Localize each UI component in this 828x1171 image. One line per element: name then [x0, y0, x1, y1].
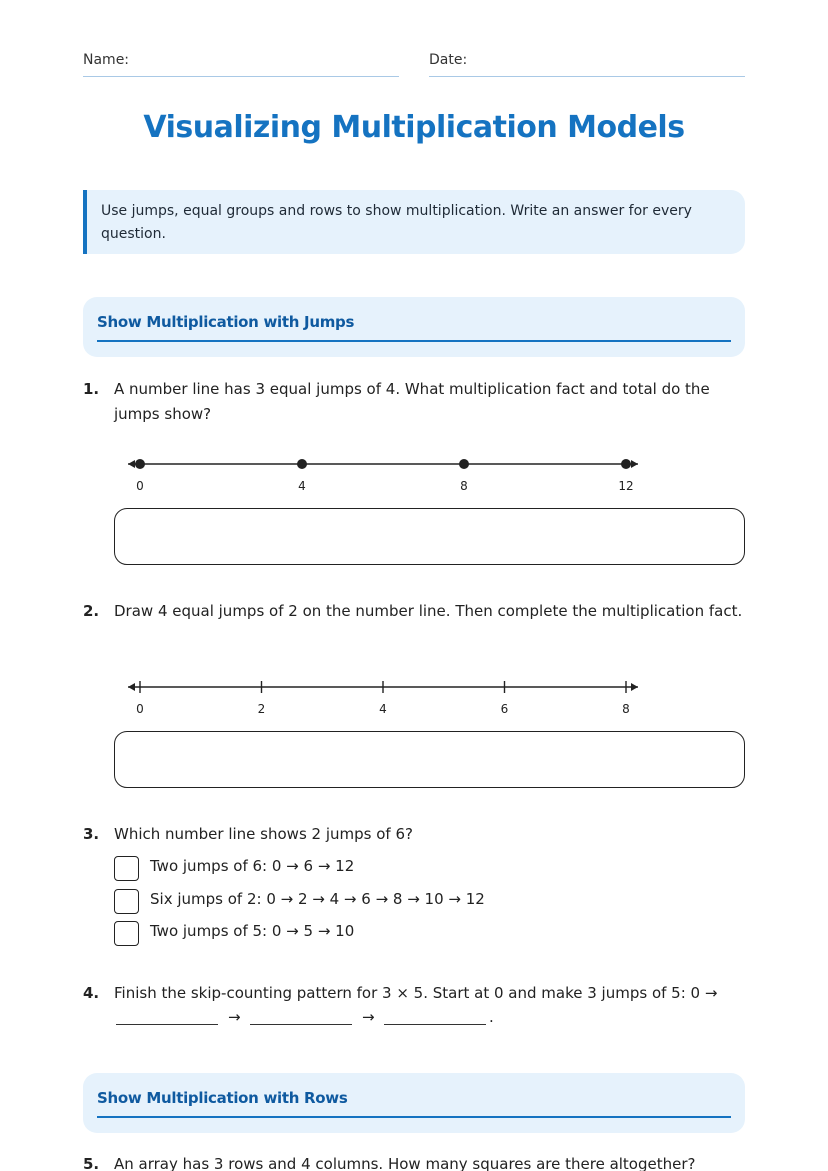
name-label: Name:: [83, 52, 130, 68]
number-line-point: [135, 459, 145, 469]
checkbox[interactable]: [114, 856, 139, 881]
tick-label: 6: [500, 702, 509, 716]
number-line-1-svg: [120, 456, 650, 500]
section-title: Show Multiplication with Jumps: [97, 313, 355, 331]
arrow-left-icon: [128, 460, 135, 468]
number-line-2: [120, 679, 650, 723]
number-line-1: [120, 456, 650, 500]
section-rule: [97, 340, 731, 342]
arrow-right-icon: [631, 460, 638, 468]
question-number: 2.: [83, 602, 100, 620]
arrow-icon: →: [362, 1008, 375, 1026]
checkbox[interactable]: [114, 921, 139, 946]
number-line-point: [297, 459, 307, 469]
answer-blank-1[interactable]: [116, 1024, 218, 1025]
section-rule: [97, 1116, 731, 1118]
arrow-left-icon: [128, 683, 135, 691]
tick-label: 8: [622, 702, 630, 716]
date-field[interactable]: [429, 52, 745, 77]
question-1: [83, 377, 745, 427]
tick-label: 12: [618, 479, 634, 493]
question-text: Finish the skip-counting pattern for 3 × 5. Start at 0 and make 3 jumps of 5: 0 →: [114, 984, 718, 1002]
answer-box-1[interactable]: [114, 508, 745, 565]
instructions-callout: [83, 190, 745, 254]
question-number: 5.: [83, 1155, 100, 1171]
section-header-rows: [83, 1073, 745, 1133]
checkbox[interactable]: [114, 889, 139, 914]
answer-box-2[interactable]: [114, 731, 745, 788]
tick-label: 4: [379, 702, 387, 716]
instructions-text: Use jumps, equal groups and rows to show multiplication. Write an answer for every question.: [101, 203, 692, 242]
answer-blank-2[interactable]: [250, 1024, 352, 1025]
tick-label: 4: [298, 479, 306, 493]
number-line-2-svg[interactable]: [120, 679, 650, 723]
name-date-row: [83, 52, 745, 78]
question-text: Which number line shows 2 jumps of 6?: [114, 825, 413, 843]
question-text: Draw 4 equal jumps of 2 on the number line. Then complete the multiplication fact.: [114, 602, 743, 620]
question-number: 3.: [83, 825, 100, 843]
tick-label: 2: [257, 702, 266, 716]
date-label: Date:: [429, 52, 468, 68]
question-5: [83, 1152, 745, 1171]
question-3: [83, 822, 745, 847]
choice-text: Two jumps of 5: 0 → 5 → 10: [150, 922, 355, 940]
tick-label: 0: [136, 702, 144, 716]
page-title: Visualizing Multiplication Models: [143, 110, 685, 145]
tick-label: 0: [136, 479, 144, 493]
choice-text: Six jumps of 2: 0 → 2 → 4 → 6 → 8 → 10 → 12: [150, 890, 485, 908]
tick-label: 8: [460, 479, 468, 493]
question-text: An array has 3 rows and 4 columns. How many squares are there altogether?: [114, 1155, 696, 1171]
name-field[interactable]: [83, 52, 399, 77]
arrow-icon: →: [228, 1008, 241, 1026]
number-line-point: [459, 459, 469, 469]
period-mark: .: [489, 1008, 494, 1026]
question-2: [83, 599, 745, 624]
question-number: 4.: [83, 984, 100, 1002]
arrow-right-icon: [631, 683, 638, 691]
choice-text: Two jumps of 6: 0 → 6 → 12: [150, 857, 355, 875]
question-number: 1.: [83, 380, 100, 398]
question-4: [83, 981, 745, 1006]
answer-blank-3[interactable]: [384, 1024, 486, 1025]
question-text: A number line has 3 equal jumps of 4. What multiplication fact and total do the jumps show?: [114, 380, 710, 423]
section-title: Show Multiplication with Rows: [97, 1089, 348, 1107]
number-line-point: [621, 459, 631, 469]
section-header-jumps: [83, 297, 745, 357]
